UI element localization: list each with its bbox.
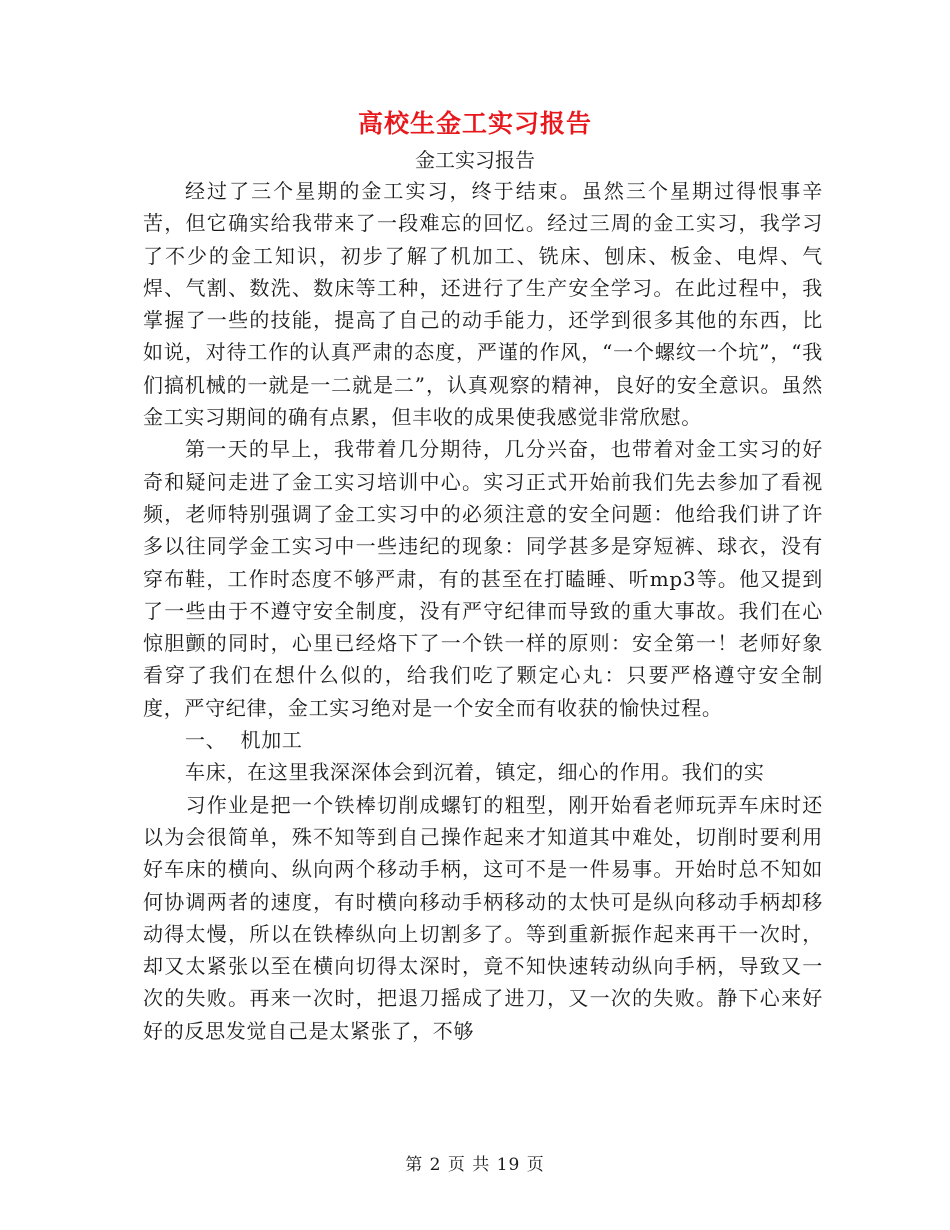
section-heading: 一、 机加工 — [185, 728, 303, 753]
paragraph: 经过了三个星期的金工实习，终于结束。虽然三个星期过得恨事辛苦，但它确实给我带来了一段难忘的回忆。经过三周的金工实习，我学习了不少的金工知识，初步了解了机加工、铣床、刨床、板金、电焊、气焊、气割、数洗、数床等工种，还进行了生产安全学习。在此过程中，我掌握了一些的技能，提高了自己的动手能力，还学到很多其他的东西，比如说，对待工作的认真严肃的态度，严谨的作风，“一个螺纹一个坑”，“我们搞机械的一就是一二就是二”，认真观察的精神，良好的安全意识。虽然金工实习期间的确有点累，但丰收的成果使我感觉非常欣慰。 — [143, 179, 823, 430]
document-subtitle: 金工实习报告 — [415, 148, 535, 172]
section-paragraph-text: 习作业是把一个铁棒切削成螺钉的粗型，刚开始看老师玩弄车床时还以为会很简单，殊不知等到自己操作起来才知道其中难处，切削时要利用好车床的横向、纵向两个移动手柄，这可不是一件易事。开始时总不知如何协调两者的速度，有时横向移动手柄移动的太快可是纵向移动手柄却移动得太慢，所以在铁棒纵向上切割多了。等到重新振作起来再干一次时，却又太紧张以至在横向切得太深时，竟不知快速转动纵向手柄，导致又一次的失败。再来一次时，把退刀摇成了进刀，又一次的失败。静下心来好好的反思发觉自己是太紧张了，不够 — [143, 792, 823, 1043]
document-title: 高校生金工实习报告 — [357, 109, 592, 138]
section-paragraph-lead: 车床，在这里我深深体会到沉着，镇定，细心的作用。我们的实 — [185, 760, 765, 785]
paragraph: 第一天的早上，我带着几分期待，几分兴奋，也带着对金工实习的好奇和疑问走进了金工实习培训中心。实习正式开始前我们先去参加了看视频，老师特别强调了金工实习中的必须注意的安全问题：他给我们讲了许多以往同学金工实习中一些违纪的现象：同学甚多是穿短裤、球衣，没有穿布鞋，工作时态度不够严肃，有的甚至在打瞌睡、听mp3等。他又提到了一些由于不遵守安全制度，没有严守纪律而导致的重大事故。我们在心惊胆颤的同时，心里已经烙下了一个铁一样的原则：安全第一！老师好象看穿了我们在想什么似的，给我们吃了颗定心丸：只要严格遵守安全制度，严守纪律，金工实习绝对是一个安全而有收获的愉快过程。 — [143, 437, 823, 720]
document-body — [143, 175, 823, 1047]
section-paragraph-rest — [143, 789, 823, 1047]
page-number-footer: 第 2 页 共 19 页 — [405, 1155, 545, 1175]
